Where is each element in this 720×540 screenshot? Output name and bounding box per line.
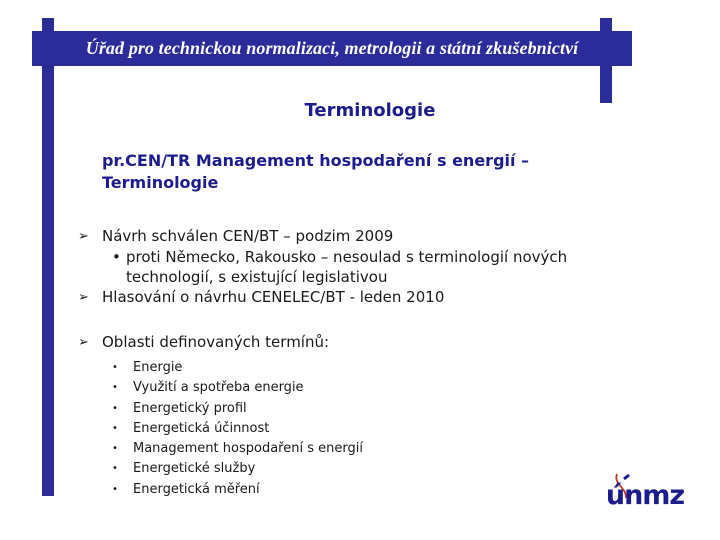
term-item <box>112 358 363 378</box>
bullet-icon: • <box>112 463 118 475</box>
point-text: Oblasti definovaných termínů: <box>102 333 330 351</box>
bullet-icon: • <box>112 443 118 455</box>
term-item <box>112 459 363 479</box>
bullet-icon: • <box>112 402 118 414</box>
sub-point-item <box>78 247 638 287</box>
term-text: Energie <box>133 360 183 375</box>
term-text: Energetická účinnost <box>133 420 270 436</box>
term-text: Management hospodaření s energií <box>133 441 363 457</box>
sub-point-text: proti Německo, Rakousko – nesoulad s terminologií nových technologií, s existující legislativou <box>126 248 568 286</box>
arrow-bullet-icon: ➢ <box>78 229 89 244</box>
arrow-bullet-icon: ➢ <box>78 335 89 350</box>
point-text: Návrh schválen CEN/BT – podzim 2009 <box>102 227 394 245</box>
unmz-logo <box>603 472 687 512</box>
term-text: Energetická měření <box>133 481 260 497</box>
bullet-icon: • <box>112 422 118 434</box>
point-item <box>78 287 638 308</box>
header-band <box>32 31 632 66</box>
left-decorative-bar <box>42 18 54 496</box>
point-item <box>78 332 638 353</box>
term-text: Využití a spotřeba energie <box>133 380 304 396</box>
bullet-icon: • <box>112 362 118 373</box>
term-text: Energetický profil <box>133 400 247 416</box>
term-item <box>112 378 363 398</box>
header-title: Úřad pro technickou normalizaci, metrologii a státní zkušebnictví <box>85 38 579 58</box>
term-text: Energetické služby <box>133 461 256 477</box>
bullet-icon: • <box>112 483 118 495</box>
point-text: Hlasování o návrhu CENELEC/BT - leden 2010 <box>102 288 445 306</box>
term-item <box>112 399 363 419</box>
logo-text: únmz <box>605 480 685 511</box>
term-item <box>112 419 363 439</box>
main-points-list <box>78 226 638 353</box>
arrow-bullet-icon: ➢ <box>78 290 89 305</box>
point-item <box>78 226 638 247</box>
bullet-icon: • <box>112 248 121 266</box>
terms-list <box>112 358 363 500</box>
term-item <box>112 439 363 459</box>
logo-accent-mark <box>624 475 629 479</box>
bullet-icon: • <box>112 382 118 394</box>
slide-subtitle: pr.CEN/TR Management hospodaření s energií – Terminologie <box>102 151 530 192</box>
slide-title: Terminologie <box>304 100 436 121</box>
term-item <box>112 480 363 500</box>
